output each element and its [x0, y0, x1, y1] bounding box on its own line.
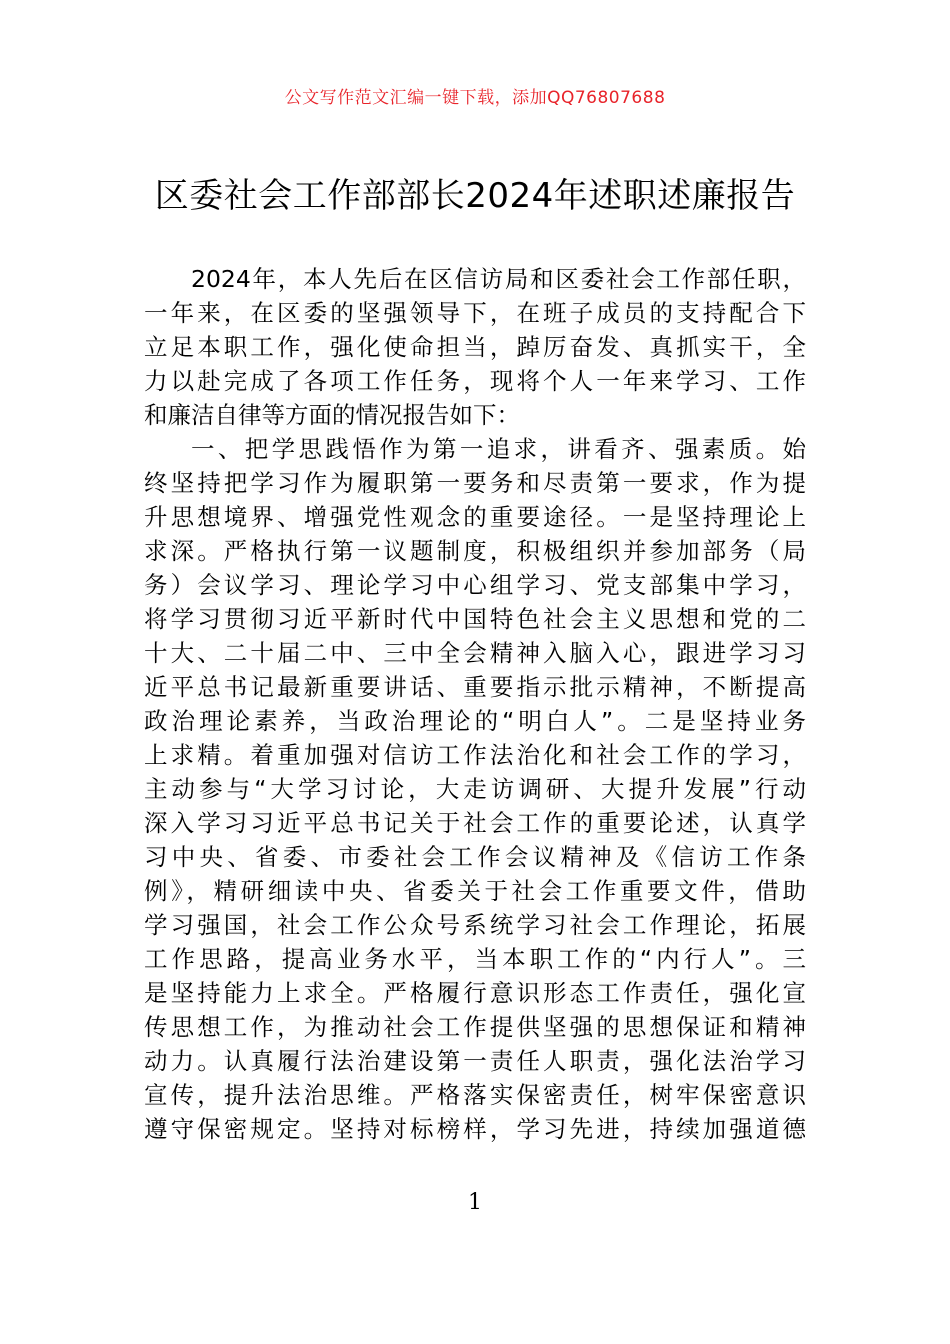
body-line: 务）会议学习、理论学习中心组学习、党支部集中学习， — [144, 571, 806, 599]
body-line: 动力。认真履行法治建设第一责任人职责，强化法治学习 — [144, 1047, 806, 1075]
body-line: 宣传，提升法治思维。严格落实保密责任，树牢保密意识 — [144, 1081, 806, 1109]
download-promo-note: 公文写作范文汇编一键下载，添加QQ76807688 — [284, 88, 666, 108]
body-line: 一年来，在区委的坚强领导下，在班子成员的支持配合下 — [144, 299, 806, 327]
body-line: 升思想境界、增强党性观念的重要途径。一是坚持理论上 — [144, 503, 806, 531]
body-line: 政治理论素养，当政治理论的“明白人”。二是坚持业务 — [144, 707, 806, 735]
body-line: 学习强国，社会工作公众号系统学习社会工作理论，拓展 — [144, 911, 806, 939]
body-line: 一、把学思践悟作为第一追求，讲看齐、强素质。始 — [191, 435, 806, 463]
document-title: 区委社会工作部部长2024年述职述廉报告 — [154, 176, 796, 216]
body-line: 力以赴完成了各项工作任务，现将个人一年来学习、工作 — [144, 367, 806, 395]
body-line: 十大、二十届二中、三中全会精神入脑入心，跟进学习习 — [144, 639, 806, 667]
body-line: 上求精。着重加强对信访工作法治化和社会工作的学习， — [144, 741, 806, 769]
document-body — [144, 262, 806, 1146]
body-line: 终坚持把学习作为履职第一要务和尽责第一要求，作为提 — [144, 469, 806, 497]
body-line: 是坚持能力上求全。严格履行意识形态工作责任，强化宣 — [144, 979, 806, 1007]
body-line: 2024年，本人先后在区信访局和区委社会工作部任职， — [191, 265, 806, 293]
body-line: 和廉洁自律等方面的情况报告如下： — [144, 401, 520, 429]
body-line: 习中央、省委、市委社会工作会议精神及《信访工作条 — [144, 843, 806, 871]
body-line: 近平总书记最新重要讲话、重要指示批示精神，不断提高 — [144, 673, 806, 701]
page-number: 1 — [468, 1190, 482, 1215]
body-line: 遵守保密规定。坚持对标榜样，学习先进，持续加强道德 — [144, 1115, 806, 1143]
body-line: 例》，精研细读中央、省委关于社会工作重要文件，借助 — [144, 877, 806, 905]
body-line: 传思想工作，为推动社会工作提供坚强的思想保证和精神 — [144, 1013, 806, 1041]
body-line: 立足本职工作，强化使命担当，踔厉奋发、真抓实干，全 — [144, 333, 806, 361]
body-line: 主动参与“大学习讨论，大走访调研、大提升发展”行动 — [144, 775, 806, 803]
body-line: 深入学习习近平总书记关于社会工作的重要论述，认真学 — [144, 809, 806, 837]
body-line: 工作思路，提高业务水平，当本职工作的“内行人”。三 — [144, 945, 806, 973]
body-line: 将学习贯彻习近平新时代中国特色社会主义思想和党的二 — [144, 605, 806, 633]
body-line: 求深。严格执行第一议题制度，积极组织并参加部务（局 — [144, 537, 806, 565]
